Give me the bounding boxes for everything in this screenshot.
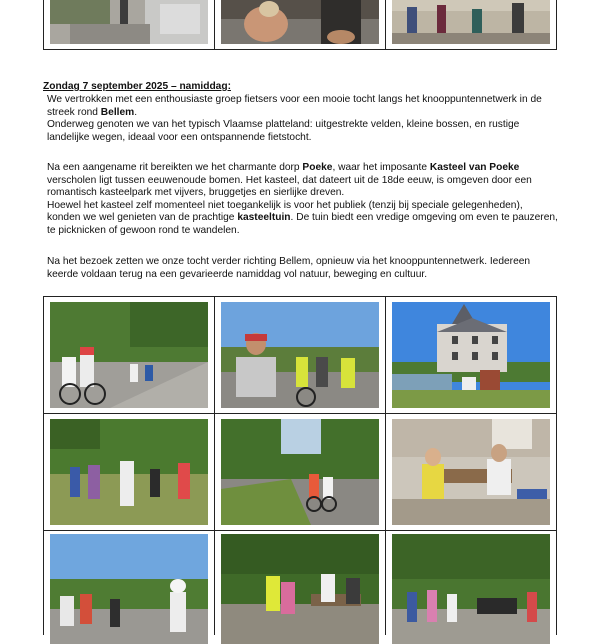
text-span: . [134, 106, 138, 118]
photo-hands-snack[interactable] [221, 0, 379, 44]
text-span: Na een aangename rit bereikten we het charmante dorp [47, 162, 303, 173]
text-line: romantisch kasteelpark met vijvers, bruggetjes en sierlijke dreven. [47, 187, 345, 199]
section-heading: Zondag 7 september 2025 – namiddag: [43, 81, 231, 92]
text-line: Onderweg genoten we van het typisch Vlaamse platteland: uitgestrekte velden, kleine bossen, en rustige [47, 119, 520, 131]
photo-picnic-table[interactable] [392, 419, 550, 525]
place-bellem: Bellem [100, 106, 135, 118]
photo-cell [44, 531, 215, 636]
photo-cell [386, 531, 557, 636]
text-line: keerde voldaan terug na een gevarieerde namiddag vol natuur, beweging en cultuur. [47, 268, 428, 280]
paragraph-return [47, 256, 559, 281]
photo-cell [215, 0, 386, 50]
paragraph-poeke [47, 162, 559, 238]
photo-rider-sunglasses[interactable] [221, 302, 379, 408]
photo-cell [386, 414, 557, 531]
text-line [47, 107, 559, 120]
text-span: . De tuin biedt een vredige omgeving om even te pauzeren, [290, 212, 558, 224]
text-line: landelijke wegen, ideaal voor een ontspannende fietstocht. [47, 131, 312, 143]
place-kasteel-van-poeke: Kasteel van Poeke [429, 162, 520, 173]
photo-grid-top [43, 0, 557, 50]
photo-group-meadow[interactable] [50, 419, 208, 525]
photo-cell [386, 0, 557, 50]
photo-cyclists-departure[interactable] [50, 534, 208, 644]
text-line: Hoewel het kasteel zelf momenteel niet toegankelijk is voor het publiek (tenzij bij speciale gelegenheden), [47, 199, 523, 211]
text-span: streek rond [47, 106, 101, 118]
photo-picnic-forest[interactable] [221, 534, 379, 644]
text-line: We vertrokken met een enthousiaste groep fietsers voor een mooie tocht langs het knooppuntennetwerk in de [47, 94, 542, 105]
photo-cell [44, 297, 215, 414]
photo-cell [44, 0, 215, 50]
text-span: konden we wel genieten van de prachtige [47, 212, 238, 224]
text-span: , waar het imposante [332, 162, 430, 173]
photo-cell [215, 414, 386, 531]
photo-grid-bottom [43, 296, 557, 635]
photo-kasteel-van-poeke[interactable] [392, 302, 550, 408]
photo-cell [215, 531, 386, 636]
photo-cyclists-tree-lane[interactable] [50, 302, 208, 408]
paragraph-intro [47, 94, 559, 144]
place-kasteeltuin: kasteeltuin [237, 212, 291, 224]
text-line [47, 162, 559, 175]
photo-group-square[interactable] [392, 0, 550, 44]
photo-cell [386, 297, 557, 414]
photo-cell [44, 414, 215, 531]
photo-forest-road[interactable] [221, 419, 379, 525]
photo-group-path[interactable] [392, 534, 550, 644]
text-line: verscholen ligt tussen eeuwenoude bomen. Het kasteel, dat dateert uit de 18de eeuw, is omgeven door een [47, 174, 532, 186]
photo-cyclists-street[interactable] [50, 0, 208, 44]
place-poeke: Poeke [302, 162, 333, 173]
text-line: Na het bezoek zetten we onze tocht verder richting Bellem, opnieuw via het knooppuntennetwerk. Iedereen [47, 256, 531, 267]
photo-cell [215, 297, 386, 414]
text-line [47, 212, 559, 225]
text-line: te picknicken of gewoon rond te wandelen. [47, 224, 240, 236]
